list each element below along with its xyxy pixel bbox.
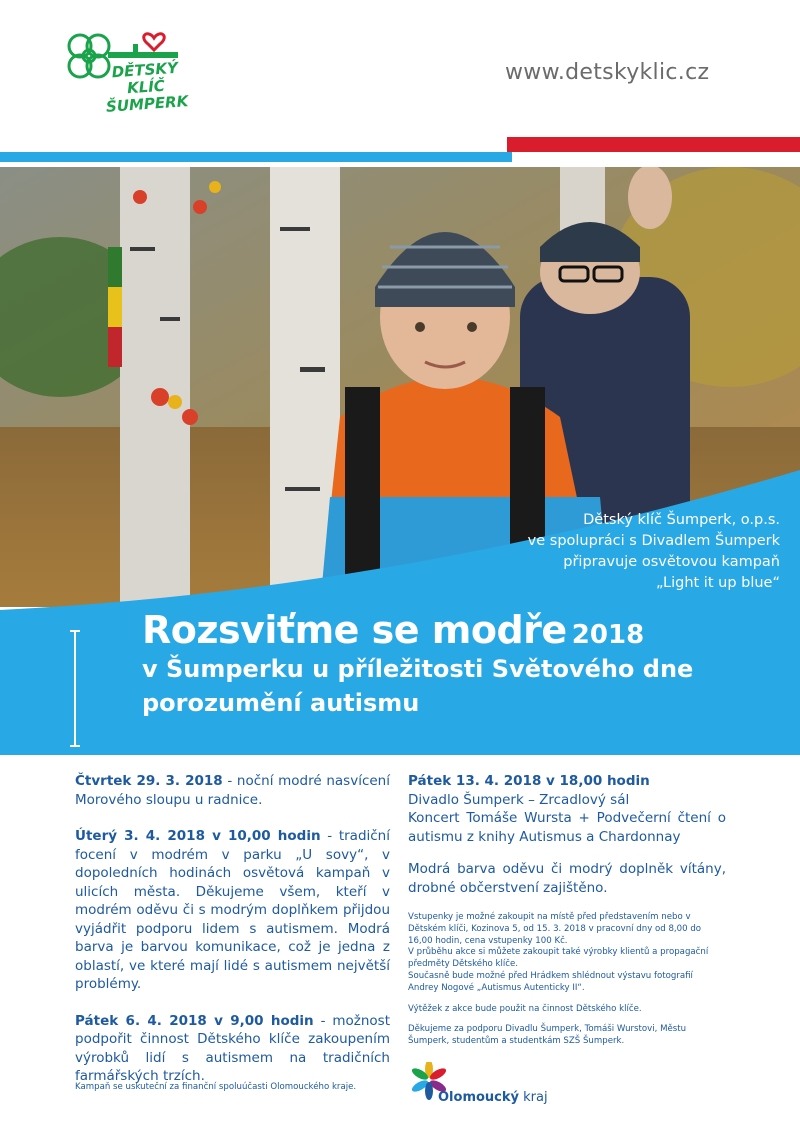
olomoucky-kraj-wordmark	[438, 1090, 548, 1105]
proceeds-text: Výtěžek z akce bude použit na činnost Dětského klíče.	[408, 1003, 642, 1014]
ticket-info	[408, 912, 726, 1057]
events-left-column	[75, 772, 390, 1104]
event-4-note: Modrá barva oděvu či modrý doplněk vítány, drobné občerstvení zajištěno.	[408, 861, 726, 896]
event-2-text: - tradiční focení v modrém v parku „U sovy“, v dopoledních hodinách osvětová kampaň v ulicích města. Děkujeme všem, kteří v modrém oděvu či s modrým doplňkem přijdou vyjádřit podporu lidem s autismem. Modrá barva je barvou komunikace, což je jedna z oblastí, ve které mají lidé s autismem největší problémy.	[75, 828, 390, 992]
event-1-date: Čtvrtek 29. 3. 2018	[75, 773, 223, 789]
event-4-program: Koncert Tomáše Wursta + Podvečerní čtení o autismu z knihy Autismus a Chardonnay	[408, 810, 726, 845]
intro-line: Dětský klíč Šumperk, o.p.s.	[583, 512, 780, 528]
kraj-bold: Olomoucký	[438, 1090, 519, 1105]
logo-text: DĚTSKÝ KLÍČ ŠUMPERK	[105, 58, 189, 116]
event-4-venue: Divadlo Šumperk – Zrcadlový sál	[408, 791, 630, 808]
events-right-column	[408, 772, 726, 915]
campaign-intro	[450, 510, 780, 594]
event-1-text: - noční modré nasvícení Morového sloupu u radnice.	[75, 773, 390, 808]
event-3-date: Pátek 6. 4. 2018 v 9,00 hodin	[75, 1012, 314, 1029]
title-rule	[74, 630, 76, 747]
title-rule-cap-bottom	[70, 745, 80, 747]
title-line3: porozumění autismu	[142, 689, 420, 717]
intro-line: připravuje osvětovou kampaň	[563, 554, 780, 570]
funding-note: Kampaň se uskuteční za finanční spoluúčasti Olomouckého kraje.	[75, 1082, 357, 1092]
header-red-bar	[507, 137, 800, 152]
products-text: V průběhu akce si můžete zakoupit také výrobky klientů a propagační předměty Dětského klíče.	[408, 947, 709, 970]
event-2-date: Úterý 3. 4. 2018 v 10,00 hodin	[75, 828, 321, 844]
tickets-text: Vstupenky je možné zakoupit na místě před představením nebo v Dětském klíči, Kozinova 5, od 15. 3. 2018 v pracovní dny od 8,00 do 16,00 hodin, cena vstupenky 100 Kč.	[408, 912, 702, 946]
intro-line: „Light it up blue“	[656, 575, 780, 591]
event-3-text: - možnost podpořit činnost Dětského klíče zakoupením výrobků lidí s autismem na tradičních farmářských trzích.	[75, 1012, 390, 1084]
website-link[interactable]: www.detskyklic.cz	[505, 60, 710, 85]
kraj-rest: kraj	[519, 1090, 548, 1105]
title-main: Rozsviťme se modře	[142, 608, 567, 652]
intro-line: ve spolupráci s Divadlem Šumperk	[527, 533, 780, 549]
thanks-text: Děkujeme za podporu Divadlu Šumperk, Tomáši Wurstovi, Městu Šumperk, studentům a studentkám SZŠ Šumperk.	[408, 1024, 687, 1047]
header-blue-bar	[0, 152, 512, 162]
exhibition-text: Současně bude možné před Hrádkem shlédnout výstavu fotografií Andrey Nogové „Autismus Autenticky II“.	[408, 970, 693, 993]
event-4-date: Pátek 13. 4. 2018 v 18,00 hodin	[408, 773, 650, 789]
page-title	[142, 608, 782, 720]
title-year: 2018	[571, 620, 645, 650]
title-line2: v Šumperku u příležitosti Světového dne	[142, 655, 694, 683]
event-3	[75, 1012, 390, 1086]
event-2	[75, 827, 390, 994]
event-1	[75, 772, 390, 809]
